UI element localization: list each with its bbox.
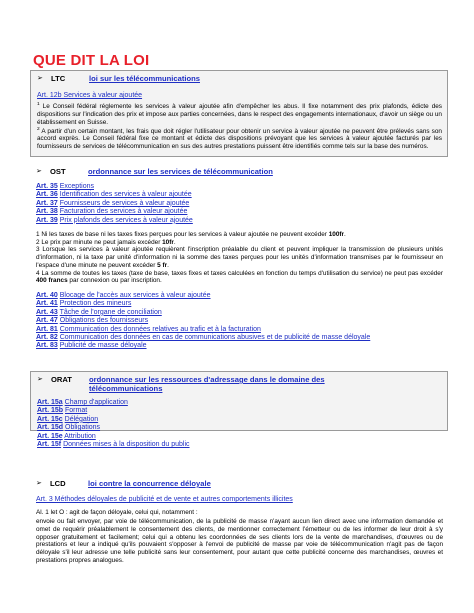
list-item[interactable]: Art. 15c Délégation (37, 415, 99, 423)
ost-article-list-2 (36, 292, 443, 351)
list-item[interactable]: Art. 82 Communication des données en cas de communications abusives et de publicité de masse déloyale (36, 333, 371, 341)
lcd-section (30, 479, 448, 599)
list-item[interactable]: Art. 47 Obligations des fournisseurs (36, 317, 149, 325)
arrow-bullet-icon: ➢ (37, 376, 43, 383)
note-item: 3 Lorsque les services à valeur ajoutée requièrent l'inscription préalable du client et peuvent impliquer la transmission de plusieurs unités d'information, ni la taxe par unité d'information ni la somme des taxes perçues pour les unités d'information transmises par le fournisseur en l'espace d'une minute ne peuvent excéder 5 fr. (36, 246, 443, 269)
law-code: LCD (50, 479, 66, 488)
list-item[interactable]: Art. 41 Protection des mineurs (36, 300, 132, 308)
lcd-article-link[interactable]: Art. 3 Méthodes déloyales de publicité et de vente et autres comportements illicites (36, 496, 293, 503)
ltc-paragraph-1: $^1$ Le Conseil fédéral réglemente les services à valeur ajoutée afin d'empêcher les abus. Il fixe notamment des prix plafonds, édicte des dispositions sur l'indication des prix et impose aux parties concernées, dans le respect des engagements internationaux, d'avoir un siège ou un établissement en Suisse. (37, 102, 442, 126)
list-item[interactable]: Art. 15e Attribution (37, 432, 96, 440)
list-item[interactable]: Art. 15a Champ d'application (37, 399, 128, 406)
ltc-section (30, 70, 448, 157)
ost-section (30, 167, 448, 365)
ltc-article-link[interactable]: Art. 12b Services à valeur ajoutée (37, 92, 143, 99)
ost-notes (36, 231, 443, 285)
lcd-law-link[interactable]: loi contre la concurrence déloyale (88, 479, 211, 488)
list-item[interactable]: Art. 15f Données mises à la disposition du public (37, 441, 190, 449)
ltc-header (37, 74, 442, 83)
page-title: QUE DIT LA LOI (33, 52, 150, 69)
lcd-intro: Al. 1 let O : agit de façon déloyale, celui qui, notamment : (36, 509, 198, 517)
ost-law-link[interactable]: ordonnance sur les services de télécommunication (88, 167, 273, 176)
ost-header (36, 167, 443, 176)
list-item[interactable]: Art. 35 Exceptions (36, 183, 94, 190)
list-item[interactable]: Art. 38 Facturation des services à valeur ajoutée (36, 208, 188, 216)
list-item[interactable]: Art. 36 Identification des services à valeur ajoutée (36, 191, 192, 199)
list-item[interactable]: Art. 37 Fournisseurs de services à valeur ajoutée (36, 199, 190, 207)
law-code: ORAT (51, 375, 72, 384)
orat-article-list (37, 399, 442, 449)
list-item[interactable]: Art. 39 Prix plafonds des services à valeur ajoutée (36, 216, 193, 224)
arrow-bullet-icon: ➢ (36, 168, 42, 175)
list-item[interactable]: Art. 81 Communication des données relatives au trafic et à la facturation (36, 325, 261, 333)
arrow-bullet-icon: ➢ (37, 75, 43, 82)
orat-law-link[interactable]: ordonnance sur les ressources d'adressage dans le domaine des télécommunications (89, 375, 325, 393)
ltc-paragraph-2: $^2$ A partir d'un certain montant, les frais que doit régler l'utilisateur pour obtenir un service à valeur ajoutée ne peuvent être prélevés sans son accord exprès. Le Conseil fédéral fixe ce montant et édicte des dispositions prévoyant que les services à valeur ajoutée facturés par les fournisseurs de services de télécommunication en sus des autres prestations puissent être identifiés comme tels sur la base des numéros. (37, 126, 442, 150)
note-item: 2 Le prix par minute ne peut jamais excéder 10fr. (36, 238, 176, 246)
orat-section (30, 371, 448, 449)
note-item: 4 La somme de toutes les taxes (taxe de base, taxes fixes et taxes calculées en fonction du temps d'utilisation du service) ne peut pas excéder 400 francs par connexion ou par inscription. (36, 269, 443, 285)
list-item[interactable]: Art. 15b Format (37, 407, 88, 415)
lcd-header (36, 479, 443, 488)
lcd-body: envoie ou fait envoyer, par voie de télécommunication, de la publicité de masse n'ayant aucun lien direct avec une information demandée et omet de requérir préalablement le consentement des clients, de mentionner correctement l'émetteur ou de les informer de leur droit à s'y opposer gratuitement et facilement; celui qui a obtenu les coordonnées de ses clients lors de la vente de marchandises, d'œuvres ou de prestations et leur a indiqué qu'ils pouvaient s'opposer à l'envoi de publicité de masse par voie de télécommunication n'agit pas de façon déloyale s'il leur adresse une telle publicité sans leur consentement, pour autant que cette publicité concerne des marchandises, œuvres et prestations propres analogues. (36, 518, 443, 564)
list-item[interactable]: Art. 40 Blocage de l'accès aux services à valeur ajoutée (36, 291, 211, 299)
ltc-law-link[interactable]: loi sur les télécommunications (89, 74, 200, 83)
list-item[interactable]: Art. 83 Publicité de masse déloyale (36, 342, 147, 350)
note-item: 1 Ni les taxes de base ni les taxes fixes perçues pour les services à valeur ajoutée ne peuvent excéder 100fr. (36, 231, 346, 239)
arrow-bullet-icon: ➢ (36, 480, 42, 487)
law-code: OST (50, 167, 66, 176)
list-item[interactable]: Art. 43 Tâche de l'organe de conciliation (36, 308, 162, 316)
orat-header (37, 375, 442, 393)
law-code: LTC (51, 74, 66, 83)
ost-article-list (36, 183, 443, 225)
list-item[interactable]: Art. 15d Obligations (37, 424, 101, 432)
